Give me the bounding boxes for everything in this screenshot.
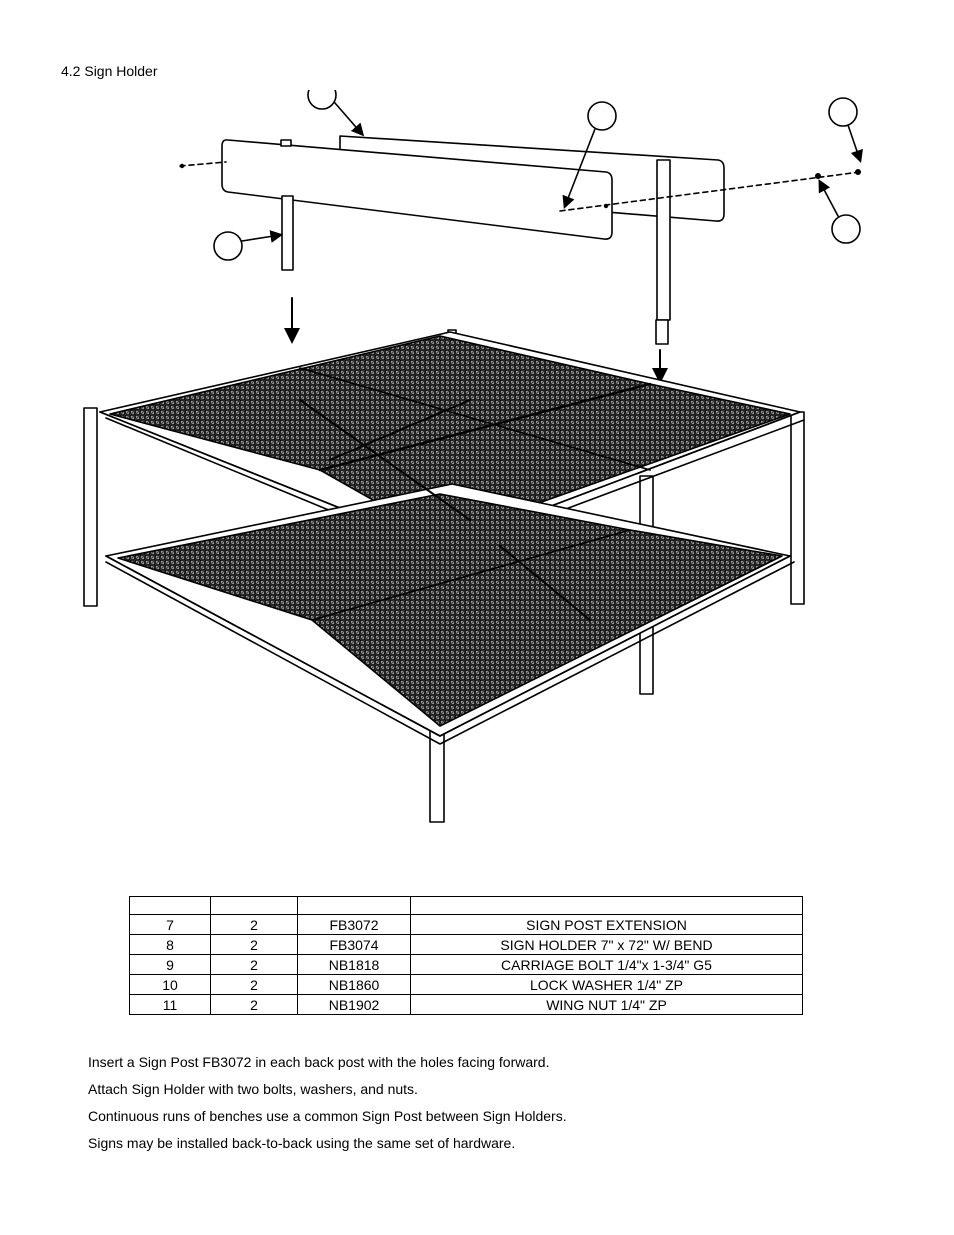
item-number: 9 xyxy=(130,955,211,975)
table-row xyxy=(130,995,803,1015)
header-cell xyxy=(211,897,298,915)
header-cell xyxy=(298,897,411,915)
quantity: 2 xyxy=(211,915,298,935)
header-cell xyxy=(411,897,803,915)
item-number: 7 xyxy=(130,915,211,935)
quantity: 2 xyxy=(211,975,298,995)
item-number: 8 xyxy=(130,935,211,955)
item-number: 11 xyxy=(130,995,211,1015)
part-number: NB1902 xyxy=(298,995,411,1015)
description: LOCK WASHER 1/4" ZP xyxy=(411,975,803,995)
description: CARRIAGE BOLT 1/4"x 1-3/4" G5 xyxy=(411,955,803,975)
instruction-line: Attach Sign Holder with two bolts, washers, and nuts. xyxy=(88,1081,418,1097)
header-cell xyxy=(130,897,211,915)
quantity: 2 xyxy=(211,935,298,955)
description: SIGN HOLDER 7" x 72" W/ BEND xyxy=(411,935,803,955)
table-header-row xyxy=(130,897,803,915)
table-row xyxy=(130,975,803,995)
sign-holder-panels xyxy=(222,136,724,239)
section-heading: 4.2 Sign Holder xyxy=(61,63,158,79)
parts-table xyxy=(129,896,803,1015)
table-row xyxy=(130,955,803,975)
part-number: NB1818 xyxy=(298,955,411,975)
table-row xyxy=(130,935,803,955)
instruction-line: Signs may be installed back-to-back using the same set of hardware. xyxy=(88,1135,516,1151)
instructions xyxy=(88,1054,567,1162)
sign-holder-assembly-illustration xyxy=(70,90,880,835)
item-number: 10 xyxy=(130,975,211,995)
quantity: 2 xyxy=(211,995,298,1015)
part-number: FB3074 xyxy=(298,935,411,955)
table-row xyxy=(130,915,803,935)
description: WING NUT 1/4" ZP xyxy=(411,995,803,1015)
part-number: NB1860 xyxy=(298,975,411,995)
instruction-line: Continuous runs of benches use a common Sign Post between Sign Holders. xyxy=(88,1108,567,1124)
instruction-line: Insert a Sign Post FB3072 in each back post with the holes facing forward. xyxy=(88,1054,550,1070)
description: SIGN POST EXTENSION xyxy=(411,915,803,935)
quantity: 2 xyxy=(211,955,298,975)
part-number: FB3072 xyxy=(298,915,411,935)
lower-deck xyxy=(106,484,794,744)
